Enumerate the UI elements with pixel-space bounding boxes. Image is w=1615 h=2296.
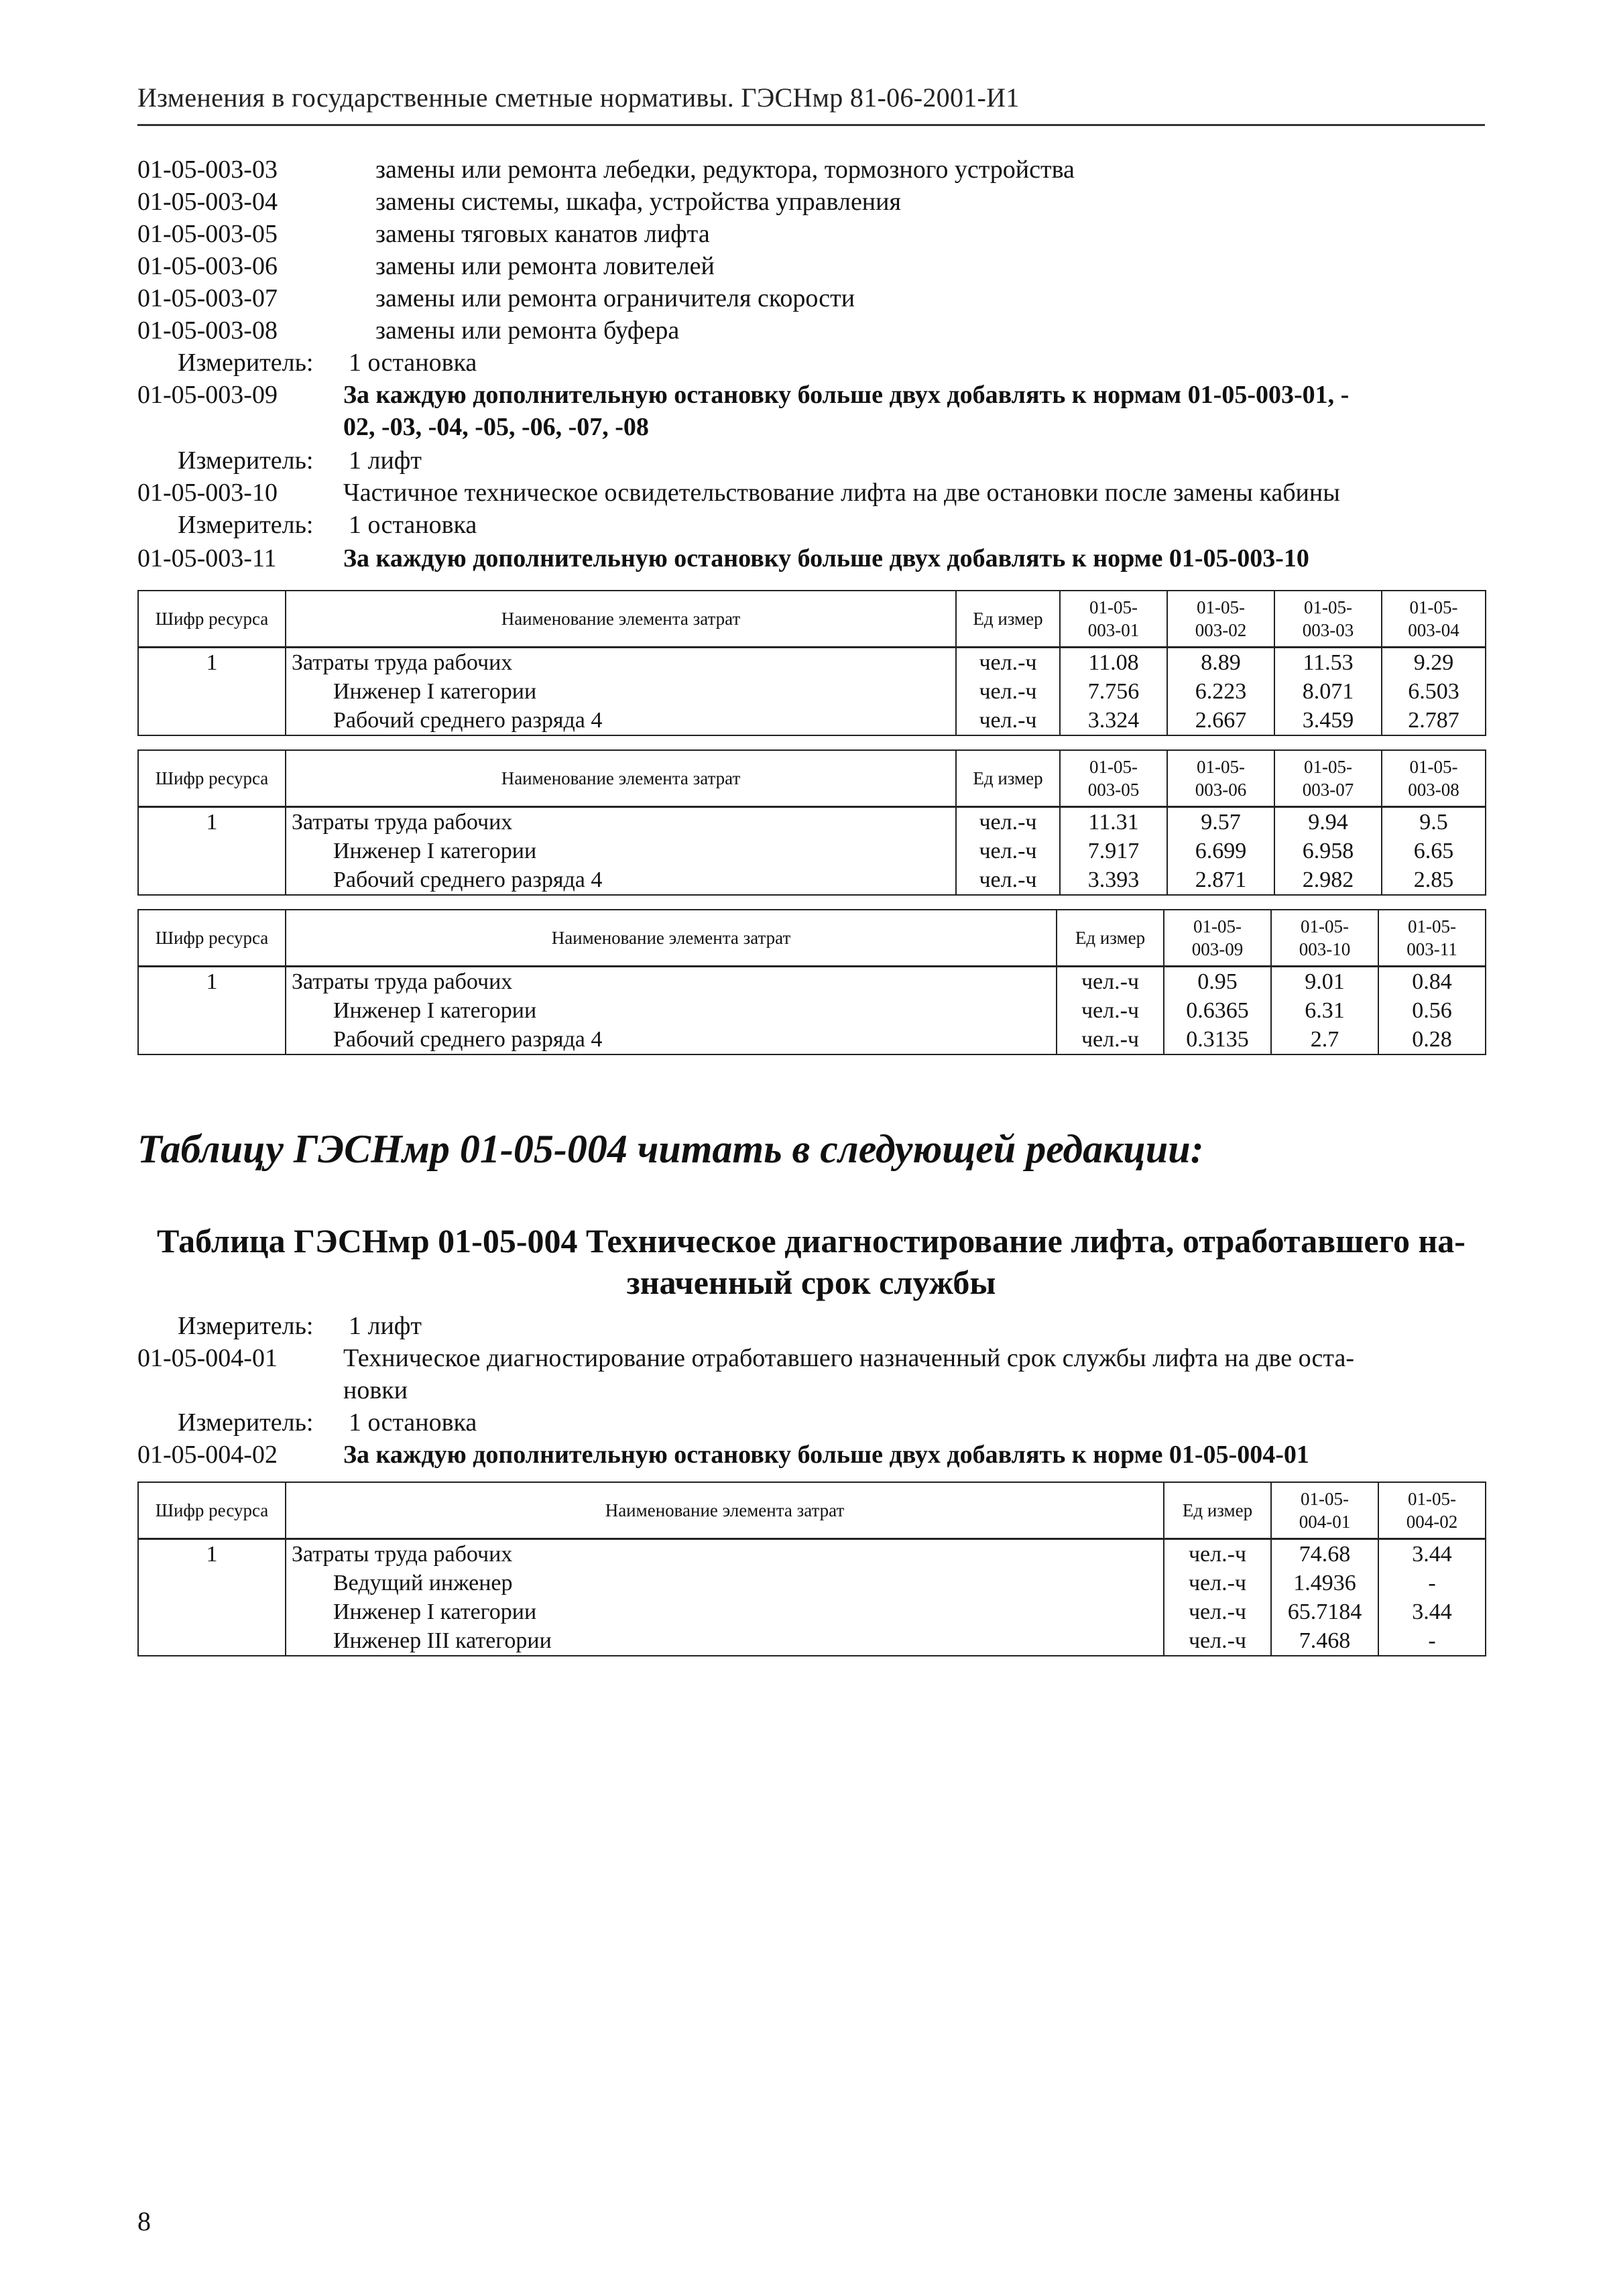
col-header-unit: Ед измер [956,750,1060,807]
col-header-norm: 01-05- 003-10 [1271,910,1378,967]
norm-text: За каждую дополнительную остановку больше двух добавлять к норме 01-05-003-10 [343,544,1309,572]
table-row: Инженер I категории чел.-ч 7.917 6.699 6.958 6.65 [138,837,1486,865]
norm-text: замены или ремонта буфера [375,316,680,345]
col-header-norm: 01-05- 003-04 [1382,591,1486,648]
table-row: Инженер I категории чел.-ч 65.7184 3.44 [138,1597,1486,1626]
col-header-norm: 01-05- 003-11 [1378,910,1486,967]
norm-text: За каждую дополнительную остановку больше двух добавлять к норме 01-05-004-01 [343,1441,1309,1469]
section-title: Таблицу ГЭСНмр 01-05-004 читать в следующей редакции: [137,1127,1204,1171]
norm-text: За каждую дополнительную остановку больше двух добавлять к нормам 01-05-003-01, - [343,381,1350,409]
norm-code: 01-05-003-09 [137,381,278,409]
table-row: 1 Затраты труда рабочих чел.-ч 74.68 3.44 [138,1539,1486,1569]
meter-value: 1 лифт [349,1312,422,1340]
norm-code: 01-05-003-04 [137,188,278,216]
norms-table-4 [137,1482,1486,1656]
table-title-line-2: значенный срок службы [626,1264,996,1301]
norm-code: 01-05-003-10 [137,479,278,507]
col-header-unit: Ед измер [1164,1482,1271,1539]
col-header-norm: 01-05- 003-03 [1274,591,1382,648]
col-header-unit: Ед измер [1057,910,1164,967]
meter-value: 1 лифт [349,446,422,475]
meter-label: Измеритель: [178,1312,314,1340]
table-row: 1 Затраты труда рабочих чел.-ч 11.31 9.57 9.94 9.5 [138,807,1486,837]
table-row: 1 Затраты труда рабочих чел.-ч 11.08 8.89 11.53 9.29 [138,648,1486,678]
col-header-name: Наименование элемента затрат [286,750,956,807]
table-row: Инженер I категории чел.-ч 0.6365 6.31 0.56 [138,996,1486,1025]
norm-code: 01-05-003-08 [137,316,278,345]
col-header-code: Шифр ресурса [138,910,286,967]
col-header-name: Наименование элемента затрат [286,1482,1164,1539]
meter-value: 1 остановка [349,511,477,539]
col-header-norm: 01-05- 003-05 [1060,750,1167,807]
norm-code: 01-05-003-06 [137,252,278,280]
norms-table-2 [137,749,1486,896]
meter-label: Измеритель: [178,1408,314,1437]
norm-code: 01-05-003-03 [137,156,278,184]
col-header-name: Наименование элемента затрат [286,910,1057,967]
page-header: Изменения в государственные сметные нормативы. ГЭСНмр 81-06-2001-И1 [137,82,1020,113]
table-row: Рабочий среднего разряда 4 чел.-ч 0.3135 2.7 0.28 [138,1025,1486,1054]
col-header-norm: 01-05- 004-01 [1271,1482,1378,1539]
table-row: Рабочий среднего разряда 4 чел.-ч 3.324 2.667 3.459 2.787 [138,706,1486,735]
norms-table-1 [137,590,1486,736]
col-header-name: Наименование элемента затрат [286,591,956,648]
col-header-code: Шифр ресурса [138,1482,286,1539]
col-header-norm: 01-05- 003-02 [1167,591,1274,648]
norm-code: 01-05-003-11 [137,544,277,572]
norm-code: 01-05-004-01 [137,1344,278,1372]
col-header-norm: 01-05- 003-08 [1382,750,1486,807]
norm-text: замены системы, шкафа, устройства управления [375,188,901,216]
norm-code: 01-05-004-02 [137,1441,278,1469]
col-header-norm: 01-05- 003-06 [1167,750,1274,807]
col-header-norm: 01-05- 003-07 [1274,750,1382,807]
norms-table-3 [137,909,1486,1055]
norm-text: новки [343,1376,408,1404]
col-header-norm: 01-05- 003-01 [1060,591,1167,648]
header-rule [137,124,1485,126]
table-row: Инженер I категории чел.-ч 7.756 6.223 8.071 6.503 [138,677,1486,706]
meter-label: Измеритель: [178,511,314,539]
col-header-code: Шифр ресурса [138,750,286,807]
table-row: Рабочий среднего разряда 4 чел.-ч 3.393 2.871 2.982 2.85 [138,865,1486,895]
norm-text: замены или ремонта лебедки, редуктора, тормозного устройства [375,156,1075,184]
norm-text: замены или ремонта ловителей [375,252,715,280]
col-header-code: Шифр ресурса [138,591,286,648]
meter-label: Измеритель: [178,349,314,377]
norm-text: 02, -03, -04, -05, -06, -07, -08 [343,413,649,441]
table-title-line-1: Таблица ГЭСНмр 01-05-004 Техническое диагностирование лифта, отработавшего на- [157,1222,1466,1260]
table-row: Инженер III категории чел.-ч 7.468 - [138,1626,1486,1656]
table-title [137,1220,1485,1303]
norm-text: замены или ремонта ограничителя скорости [375,284,855,312]
col-header-norm: 01-05- 004-02 [1378,1482,1486,1539]
col-header-norm: 01-05- 003-09 [1164,910,1271,967]
table-row: 1 Затраты труда рабочих чел.-ч 0.95 9.01 0.84 [138,967,1486,997]
col-header-unit: Ед измер [956,591,1060,648]
meter-label: Измеритель: [178,446,314,475]
table-row: Ведущий инженер чел.-ч 1.4936 - [138,1569,1486,1597]
page-number: 8 [137,2206,151,2236]
norm-code: 01-05-003-05 [137,220,278,248]
norm-code: 01-05-003-07 [137,284,278,312]
norm-text: замены тяговых канатов лифта [375,220,710,248]
norm-text: Техническое диагностирование отработавшего назначенный срок службы лифта на две оста- [343,1344,1354,1372]
meter-value: 1 остановка [349,1408,477,1437]
meter-value: 1 остановка [349,349,477,377]
norm-text: Частичное техническое освидетельствование лифта на две остановки после замены кабины [343,479,1340,507]
